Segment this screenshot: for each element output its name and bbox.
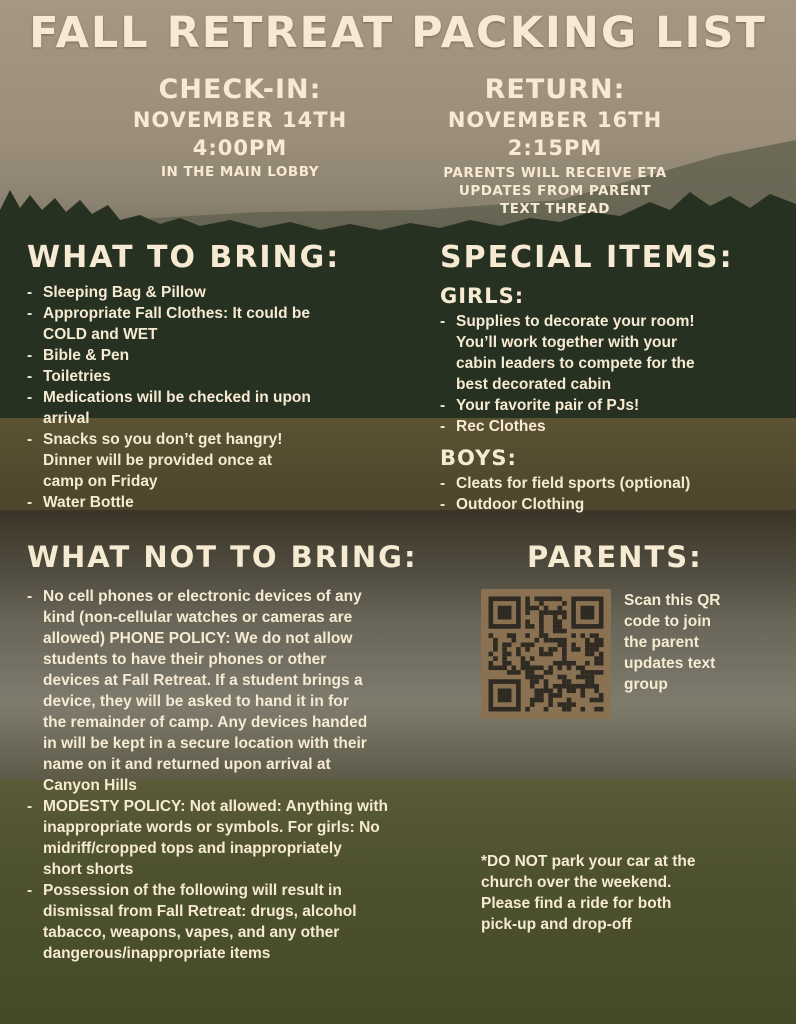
qr-caption-line: Scan this QR [624, 592, 721, 609]
girls-list [440, 311, 780, 437]
page-title: FALL RETREAT PACKING LIST [29, 8, 767, 58]
list-item: - Supplies to decorate your room! You’ll work together with your cabin leaders to compete for the best decorated cabin [440, 311, 780, 395]
return-date: NOVEMBER 16TH [447, 108, 663, 132]
what-not-to-bring-heading: WHAT NOT TO BRING: [27, 540, 418, 574]
qr-caption-line: code to join [624, 613, 711, 630]
qr-caption [624, 590, 784, 695]
return-note-line: TEXT THREAD [499, 201, 611, 217]
qr-finder-pattern [498, 689, 512, 703]
boys-heading: BOYS: [440, 446, 517, 470]
qr-caption-line: group [624, 676, 668, 693]
list-item: - Snacks so you don’t get hangry! Dinner will be provided once at camp on Friday [27, 429, 387, 492]
return-note-line: PARENTS WILL RECEIVE ETA [443, 165, 667, 181]
list-item: - Appropriate Fall Clothes: It could be COLD and WET [27, 303, 387, 345]
boys-list [440, 473, 780, 515]
parking-line: pick-up and drop-off [481, 916, 632, 933]
list-item: - Toiletries [27, 366, 387, 387]
parents-heading: PARENTS: [527, 540, 703, 574]
qr-finder-pattern [581, 606, 595, 620]
parking-line: church over the weekend. [481, 874, 672, 891]
parking-notice [481, 851, 781, 935]
checkin-date: NOVEMBER 14TH [132, 108, 348, 132]
list-item: - Sleeping Bag & Pillow [27, 282, 387, 303]
parking-line: Please find a ride for both [481, 895, 672, 912]
checkin-time: 4:00PM [192, 136, 288, 160]
list-item: - No cell phones or electronic devices of any kind (non-cellular watches or cameras are allowed) PHONE POLICY: We do not allow students to have their phones or other devices at Fall Retreat. If a student brings a device, they will be asked to hand it in for the remainder of camp. Any devices handed in will be kept in a secure location with their name on it and returned upon arrival at Canyon Hills [27, 586, 447, 796]
list-item: - Possession of the following will result in dismissal from Fall Retreat: drugs, alcohol tabacco, weapons, vapes, and any other dangerous/inappropriate items [27, 880, 447, 964]
qr-caption-line: the parent [624, 634, 699, 651]
list-item: - Outdoor Clothing [440, 494, 780, 515]
list-item: - Rec Clothes [440, 416, 780, 437]
return-heading: RETURN: [484, 74, 626, 105]
list-item: - Cleats for field sports (optional) [440, 473, 780, 494]
return-time: 2:15PM [507, 136, 603, 160]
return-note-line: UPDATES FROM PARENT [458, 183, 652, 199]
list-item: - MODESTY POLICY: Not allowed: Anything with inappropriate words or symbols. For girls: No midriff/cropped tops and inappropriately short shorts [27, 796, 447, 880]
what-to-bring-heading: WHAT TO BRING: [27, 240, 341, 275]
qr-code[interactable] [481, 589, 611, 719]
return-note [420, 164, 690, 218]
checkin-location: IN THE MAIN LOBBY [160, 164, 320, 180]
what-to-bring-list [27, 282, 387, 513]
qr-finder-pattern [498, 606, 512, 620]
list-item: - Your favorite pair of PJs! [440, 395, 780, 416]
what-not-to-bring-list [27, 586, 447, 964]
list-item: - Water Bottle [27, 492, 387, 513]
qr-caption-line: updates text [624, 655, 716, 672]
checkin-heading: CHECK-IN: [158, 74, 322, 105]
special-items-heading: SPECIAL ITEMS: [440, 240, 734, 275]
list-item: - Bible & Pen [27, 345, 387, 366]
parking-line: *DO NOT park your car at the [481, 853, 696, 870]
qr-code-icon [481, 589, 611, 719]
girls-heading: GIRLS: [440, 284, 525, 308]
list-item: - Medications will be checked in upon arrival [27, 387, 387, 429]
